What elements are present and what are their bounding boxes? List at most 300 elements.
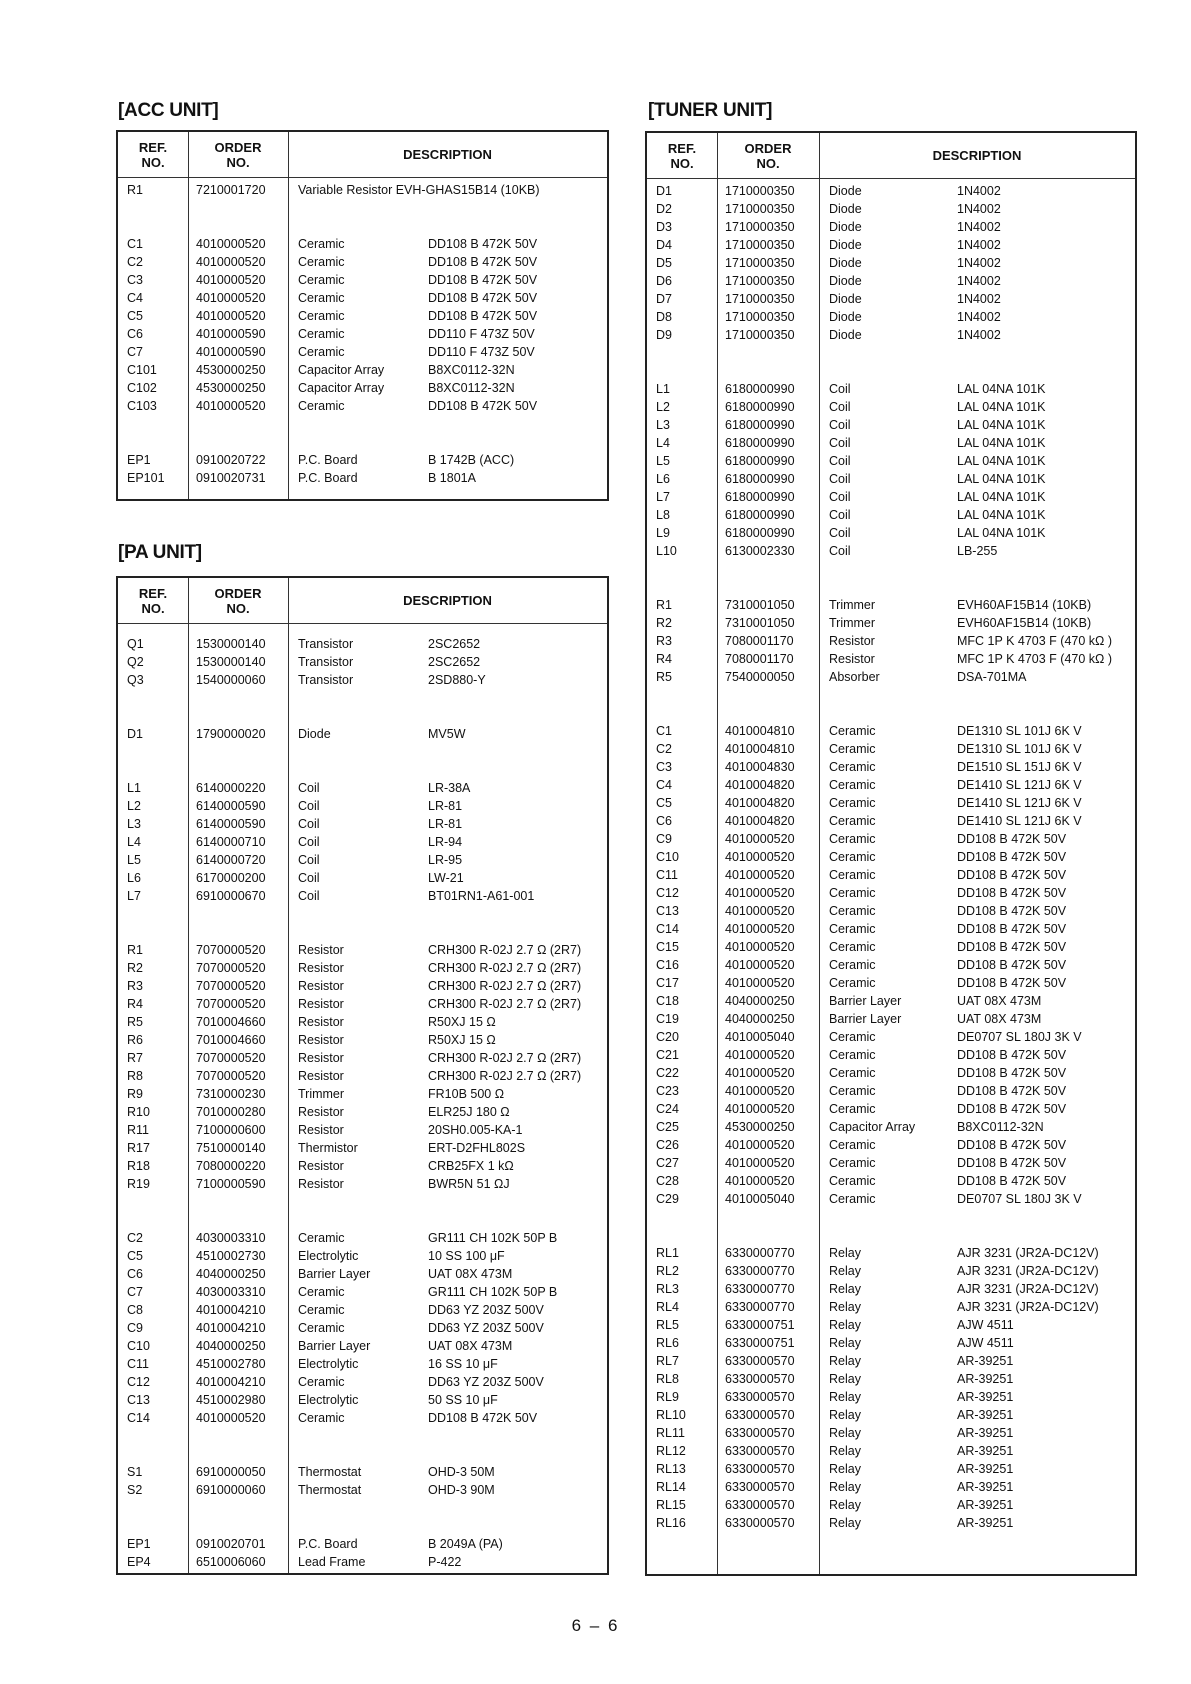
part-number: AR-39251 — [957, 1426, 1014, 1440]
order-no: 1710000350 — [725, 238, 795, 252]
description: Ceramic — [829, 976, 876, 990]
ref-no: C22 — [656, 1066, 679, 1080]
table-row — [647, 885, 1135, 902]
ref-no: L6 — [656, 472, 670, 486]
ref-no: C11 — [127, 1357, 150, 1371]
order-no: 4010000520 — [725, 904, 795, 918]
ref-no: C29 — [656, 1192, 679, 1206]
table-row — [647, 1317, 1135, 1334]
part-number: DD108 B 472K 50V — [957, 832, 1067, 846]
order-no: 6330000570 — [725, 1480, 795, 1494]
ref-no: L4 — [656, 436, 670, 450]
table-row — [647, 453, 1135, 470]
description: Ceramic — [298, 399, 345, 413]
description: Ceramic — [298, 1231, 345, 1245]
part-number: CRH300 R-02J 2.7 Ω (2R7) — [428, 997, 582, 1011]
table-row — [647, 219, 1135, 236]
part-number: AR-39251 — [957, 1408, 1014, 1422]
part-number: EVH60AF15B14 (10KB) — [957, 616, 1092, 630]
ref-no: C24 — [656, 1102, 679, 1116]
description: Resistor — [298, 961, 344, 975]
ref-no: RL15 — [656, 1498, 686, 1512]
ref-no: RL12 — [656, 1444, 686, 1458]
order-no: 4040000250 — [196, 1267, 266, 1281]
order-no: 7080001170 — [725, 634, 794, 648]
order-no: 6330000770 — [725, 1282, 795, 1296]
part-number: DE0707 SL 180J 3K V — [957, 1030, 1082, 1044]
part-number: DD108 B 472K 50V — [957, 850, 1067, 864]
part-number: DD108 B 472K 50V — [957, 976, 1067, 990]
ref-no: C101 — [127, 363, 157, 377]
description: Relay — [829, 1408, 861, 1422]
order-no: 7210001720 — [196, 183, 266, 197]
table-row — [647, 615, 1135, 632]
table-row — [118, 1086, 607, 1103]
order-no: 6330000570 — [725, 1462, 795, 1476]
part-number: OHD-3 50M — [428, 1465, 495, 1479]
part-number: DE1310 SL 101J 6K V — [957, 742, 1082, 756]
order-no: 4040000250 — [725, 1012, 795, 1026]
description: Barrier Layer — [298, 1339, 371, 1353]
header-description: DESCRIPTION — [403, 147, 492, 162]
table-row — [647, 399, 1135, 416]
table-row — [647, 759, 1135, 776]
description: Thermistor — [298, 1141, 358, 1155]
part-number: LR-81 — [428, 799, 463, 813]
table-row — [118, 1338, 607, 1355]
table-row — [118, 798, 607, 815]
part-number: P-422 — [428, 1555, 462, 1569]
table-row — [118, 326, 607, 343]
description: Resistor — [298, 979, 344, 993]
part-number: AR-39251 — [957, 1444, 1014, 1458]
description: Resistor — [298, 1159, 344, 1173]
description: Relay — [829, 1444, 861, 1458]
ref-no: C10 — [656, 850, 679, 864]
ref-no: D6 — [656, 274, 672, 288]
description: P.C. Board — [298, 453, 358, 467]
part-number: 1N4002 — [957, 256, 1001, 270]
part-number: MFC 1P K 4703 F (470 kΩ ) — [957, 634, 1113, 648]
ref-no: C7 — [127, 1285, 143, 1299]
part-number: 2SC2652 — [428, 655, 481, 669]
description: Relay — [829, 1336, 861, 1350]
description: Resistor — [298, 1105, 344, 1119]
description: Capacitor Array — [298, 381, 385, 395]
order-no: 4010000520 — [725, 1084, 795, 1098]
table-row — [647, 1191, 1135, 1208]
part-number: 1N4002 — [957, 328, 1001, 342]
order-no: 4010004210 — [196, 1321, 266, 1335]
table-row — [118, 452, 607, 469]
part-number: 1N4002 — [957, 238, 1001, 252]
part-number: DD108 B 472K 50V — [428, 291, 538, 305]
table-row — [647, 1497, 1135, 1514]
description: Relay — [829, 1390, 861, 1404]
ref-no: R1 — [127, 183, 143, 197]
table-row — [118, 780, 607, 797]
order-no: 6330000570 — [725, 1354, 795, 1368]
description: Relay — [829, 1498, 861, 1512]
part-number: EVH60AF15B14 (10KB) — [957, 598, 1092, 612]
order-no: 4010000520 — [196, 291, 266, 305]
part-number: OHD-3 90M — [428, 1483, 495, 1497]
table-row — [647, 1461, 1135, 1478]
description: Relay — [829, 1300, 861, 1314]
order-no: 6180000990 — [725, 418, 795, 432]
ref-no: R5 — [127, 1015, 143, 1029]
part-number: DD108 B 472K 50V — [428, 1411, 538, 1425]
order-no: 4010005040 — [725, 1192, 795, 1206]
description: Ceramic — [829, 832, 876, 846]
description: Electrolytic — [298, 1393, 359, 1407]
order-no: 6180000990 — [725, 472, 795, 486]
table-row — [647, 957, 1135, 974]
order-no: 6140000590 — [196, 799, 266, 813]
description: Diode — [829, 202, 862, 216]
ref-no: C26 — [656, 1138, 679, 1152]
ref-no: L4 — [127, 835, 141, 849]
order-no: 1710000350 — [725, 328, 795, 342]
description: Ceramic — [829, 1048, 876, 1062]
description: Coil — [298, 871, 320, 885]
description: Diode — [829, 274, 862, 288]
ref-no: C28 — [656, 1174, 679, 1188]
ref-no: D1 — [656, 184, 672, 198]
table-row — [647, 1011, 1135, 1028]
description: Barrier Layer — [829, 1012, 902, 1026]
description: Coil — [829, 418, 851, 432]
table-row — [118, 1392, 607, 1409]
description: Ceramic — [298, 291, 345, 305]
ref-no: Q1 — [127, 637, 144, 651]
description: Resistor — [298, 1033, 344, 1047]
description: Ceramic — [829, 958, 876, 972]
table-row — [118, 470, 607, 487]
table-row — [647, 1443, 1135, 1460]
order-no: 7540000050 — [725, 670, 795, 684]
part-number: DD108 B 472K 50V — [957, 904, 1067, 918]
order-no: 4010000520 — [725, 850, 795, 864]
description: Ceramic — [298, 1411, 345, 1425]
table-row — [647, 507, 1135, 524]
table-row — [647, 1101, 1135, 1118]
table-row — [118, 942, 607, 959]
description: Coil — [829, 508, 851, 522]
ref-no: L1 — [656, 382, 670, 396]
part-number: B 2049A (PA) — [428, 1537, 503, 1551]
ref-no: L7 — [656, 490, 670, 504]
part-number: DD108 B 472K 50V — [957, 1138, 1067, 1152]
order-no: 0910020701 — [196, 1537, 266, 1551]
ref-no: R10 — [127, 1105, 150, 1119]
description: Thermostat — [298, 1483, 362, 1497]
description: Ceramic — [298, 1303, 345, 1317]
order-no: 6330000770 — [725, 1246, 795, 1260]
description: Transistor — [298, 655, 354, 669]
order-no: 1710000350 — [725, 274, 795, 288]
order-no: 4530000250 — [725, 1120, 795, 1134]
ref-no: L2 — [656, 400, 670, 414]
table-row — [647, 543, 1135, 560]
order-no: 4010004830 — [725, 760, 795, 774]
table-row — [118, 1050, 607, 1067]
description: Ceramic — [829, 1192, 876, 1206]
acc-unit-title: [ACC UNIT] — [118, 100, 219, 121]
order-no: 6910000060 — [196, 1483, 266, 1497]
order-no: 4010000520 — [725, 1048, 795, 1062]
ref-no: C3 — [127, 273, 143, 287]
table-row — [647, 1407, 1135, 1424]
order-no: 4010000520 — [725, 976, 795, 990]
ref-no: R18 — [127, 1159, 150, 1173]
part-number: DD108 B 472K 50V — [428, 237, 538, 251]
table-row — [118, 1302, 607, 1319]
description: Absorber — [829, 670, 880, 684]
order-no: 6140000710 — [196, 835, 266, 849]
ref-no: L2 — [127, 799, 141, 813]
order-no: 7010004660 — [196, 1015, 266, 1029]
description: Resistor — [298, 1015, 344, 1029]
ref-no: C16 — [656, 958, 679, 972]
description: Ceramic — [829, 1174, 876, 1188]
order-no: 7100000600 — [196, 1123, 266, 1137]
order-no: 4030003310 — [196, 1231, 266, 1245]
table-row — [647, 201, 1135, 218]
order-no: 6510006060 — [196, 1555, 266, 1569]
order-no: 4010000520 — [725, 1066, 795, 1080]
part-number: UAT 08X 473M — [428, 1267, 513, 1281]
part-number: DD63 YZ 203Z 500V — [428, 1321, 544, 1335]
part-number: AR-39251 — [957, 1372, 1014, 1386]
table-row — [118, 1014, 607, 1031]
description: Ceramic — [298, 309, 345, 323]
table-row — [118, 1374, 607, 1391]
part-number: DD108 B 472K 50V — [957, 1156, 1067, 1170]
description: Resistor — [298, 1123, 344, 1137]
part-number: DD108 B 472K 50V — [428, 255, 538, 269]
order-no: 4010004820 — [725, 796, 795, 810]
ref-no: C9 — [656, 832, 672, 846]
ref-no: D4 — [656, 238, 672, 252]
part-number: BWR5N 51 ΩJ — [428, 1177, 510, 1191]
order-no: 7010000280 — [196, 1105, 266, 1119]
order-no: 4010004210 — [196, 1303, 266, 1317]
part-number: CRH300 R-02J 2.7 Ω (2R7) — [428, 943, 582, 957]
table-row — [647, 417, 1135, 434]
table-row — [647, 1065, 1135, 1082]
table-row — [647, 741, 1135, 758]
table-row — [118, 308, 607, 325]
part-number: 1N4002 — [957, 310, 1001, 324]
ref-no: C13 — [656, 904, 679, 918]
order-no: 4530000250 — [196, 381, 266, 395]
tuner-parts-table — [645, 131, 1137, 1576]
table-row — [647, 1137, 1135, 1154]
description: P.C. Board — [298, 471, 358, 485]
description: Coil — [298, 781, 320, 795]
part-number: AJR 3231 (JR2A-DC12V) — [957, 1246, 1099, 1260]
order-no: 6330000570 — [725, 1408, 795, 1422]
order-no: 7070000520 — [196, 1051, 266, 1065]
order-no: 7310001050 — [725, 598, 795, 612]
header-divider — [118, 623, 607, 624]
table-row — [647, 1155, 1135, 1172]
table-row — [647, 993, 1135, 1010]
ref-no: D5 — [656, 256, 672, 270]
order-no: 4010005040 — [725, 1030, 795, 1044]
table-row — [647, 921, 1135, 938]
order-no: 4010000520 — [196, 1411, 266, 1425]
description: Transistor — [298, 673, 354, 687]
part-number: LR-94 — [428, 835, 463, 849]
ref-no: L7 — [127, 889, 141, 903]
description: Ceramic — [829, 1084, 876, 1098]
ref-no: L9 — [656, 526, 670, 540]
order-no: 4010000520 — [725, 832, 795, 846]
table-row — [118, 398, 607, 415]
order-no: 4010000520 — [196, 273, 266, 287]
part-number: DE1410 SL 121J 6K V — [957, 778, 1082, 792]
description: Diode — [829, 310, 862, 324]
table-row — [118, 344, 607, 361]
table-row — [647, 813, 1135, 830]
ref-no: L3 — [656, 418, 670, 432]
ref-no: R3 — [656, 634, 672, 648]
ref-no: C3 — [656, 760, 672, 774]
table-row — [647, 867, 1135, 884]
part-number: DE1410 SL 121J 6K V — [957, 814, 1082, 828]
part-number: LAL 04NA 101K — [957, 436, 1046, 450]
table-row — [647, 795, 1135, 812]
part-number: DE1510 SL 151J 6K V — [957, 760, 1082, 774]
part-number: DD108 B 472K 50V — [428, 309, 538, 323]
ref-no: C18 — [656, 994, 679, 1008]
order-no: 1790000020 — [196, 727, 266, 741]
header-order-no: ORDER NO. — [214, 585, 262, 616]
header-description: DESCRIPTION — [403, 593, 492, 608]
order-no: 6330000570 — [725, 1444, 795, 1458]
table-row — [118, 816, 607, 833]
ref-no: C6 — [127, 327, 143, 341]
part-number: AJR 3231 (JR2A-DC12V) — [957, 1300, 1099, 1314]
ref-no: C12 — [656, 886, 679, 900]
order-no: 7510000140 — [196, 1141, 266, 1155]
order-no: 1710000350 — [725, 184, 795, 198]
table-row — [118, 1104, 607, 1121]
ref-no: RL11 — [656, 1426, 685, 1440]
part-number: AJR 3231 (JR2A-DC12V) — [957, 1264, 1099, 1278]
order-no: 6330000570 — [725, 1372, 795, 1386]
part-number: BT01RN1-A61-001 — [428, 889, 535, 903]
ref-no: C14 — [656, 922, 679, 936]
ref-no: D3 — [656, 220, 672, 234]
ref-no: RL8 — [656, 1372, 679, 1386]
table-row — [647, 1479, 1135, 1496]
table-row — [647, 831, 1135, 848]
order-no: 7080001170 — [725, 652, 794, 666]
description: Coil — [298, 799, 320, 813]
ref-no: S2 — [127, 1483, 143, 1497]
description: Ceramic — [298, 237, 345, 251]
table-row — [118, 1284, 607, 1301]
order-no: 1710000350 — [725, 256, 795, 270]
table-row — [647, 291, 1135, 308]
description: Coil — [829, 400, 851, 414]
ref-no: EP101 — [127, 471, 165, 485]
ref-no: R1 — [656, 598, 672, 612]
table-row — [647, 1299, 1135, 1316]
table-row — [118, 236, 607, 253]
order-no: 7070000520 — [196, 1069, 266, 1083]
ref-no: C14 — [127, 1411, 150, 1425]
ref-no: R4 — [127, 997, 143, 1011]
table-row — [118, 852, 607, 869]
order-no: 6180000990 — [725, 382, 795, 396]
description: Ceramic — [829, 724, 876, 738]
table-row — [647, 597, 1135, 614]
ref-no: C25 — [656, 1120, 679, 1134]
part-number: DD108 B 472K 50V — [957, 958, 1067, 972]
ref-no: C7 — [127, 345, 143, 359]
order-no: 7070000520 — [196, 997, 266, 1011]
table-row — [647, 1515, 1135, 1532]
order-no: 6140000590 — [196, 817, 266, 831]
part-number: DSA-701MA — [957, 670, 1027, 684]
order-no: 6180000990 — [725, 490, 795, 504]
part-number: LR-95 — [428, 853, 463, 867]
table-row — [118, 380, 607, 397]
part-number: 20SH0.005-KA-1 — [428, 1123, 523, 1137]
part-number: LAL 04NA 101K — [957, 400, 1046, 414]
part-number: UAT 08X 473M — [957, 994, 1042, 1008]
table-row — [118, 1536, 607, 1553]
description: Ceramic — [298, 1285, 345, 1299]
description: Variable Resistor EVH-GHAS15B14 (10KB) — [298, 183, 540, 197]
part-number: 1N4002 — [957, 202, 1001, 216]
order-no: 7310000230 — [196, 1087, 266, 1101]
order-no: 6330000751 — [725, 1318, 795, 1332]
part-number: CRH300 R-02J 2.7 Ω (2R7) — [428, 961, 582, 975]
part-number: LAL 04NA 101K — [957, 472, 1046, 486]
part-number: DD108 B 472K 50V — [957, 922, 1067, 936]
table-row — [647, 255, 1135, 272]
header-ref-no: REF. NO. — [138, 585, 168, 616]
ref-no: L3 — [127, 817, 141, 831]
table-row — [647, 723, 1135, 740]
part-number: GR111 CH 102K 50P B — [428, 1285, 558, 1299]
description: Diode — [829, 328, 862, 342]
order-no: 4010004810 — [725, 742, 795, 756]
table-row — [118, 1158, 607, 1175]
description: Ceramic — [829, 1138, 876, 1152]
order-no: 6180000990 — [725, 526, 795, 540]
table-row — [118, 726, 607, 743]
ref-no: C17 — [656, 976, 679, 990]
table-row — [118, 834, 607, 851]
description: Trimmer — [829, 616, 876, 630]
ref-no: RL9 — [656, 1390, 679, 1404]
description: Resistor — [298, 1069, 344, 1083]
description: Capacitor Array — [829, 1120, 916, 1134]
part-number: R50XJ 15 Ω — [428, 1033, 496, 1047]
part-number: CRH300 R-02J 2.7 Ω (2R7) — [428, 1051, 582, 1065]
part-number: DD108 B 472K 50V — [957, 1066, 1067, 1080]
table-row — [647, 1083, 1135, 1100]
header-ref-no: REF. NO. — [138, 139, 168, 170]
order-no: 6330000751 — [725, 1336, 795, 1350]
tuner-unit-title: [TUNER UNIT] — [648, 100, 773, 121]
